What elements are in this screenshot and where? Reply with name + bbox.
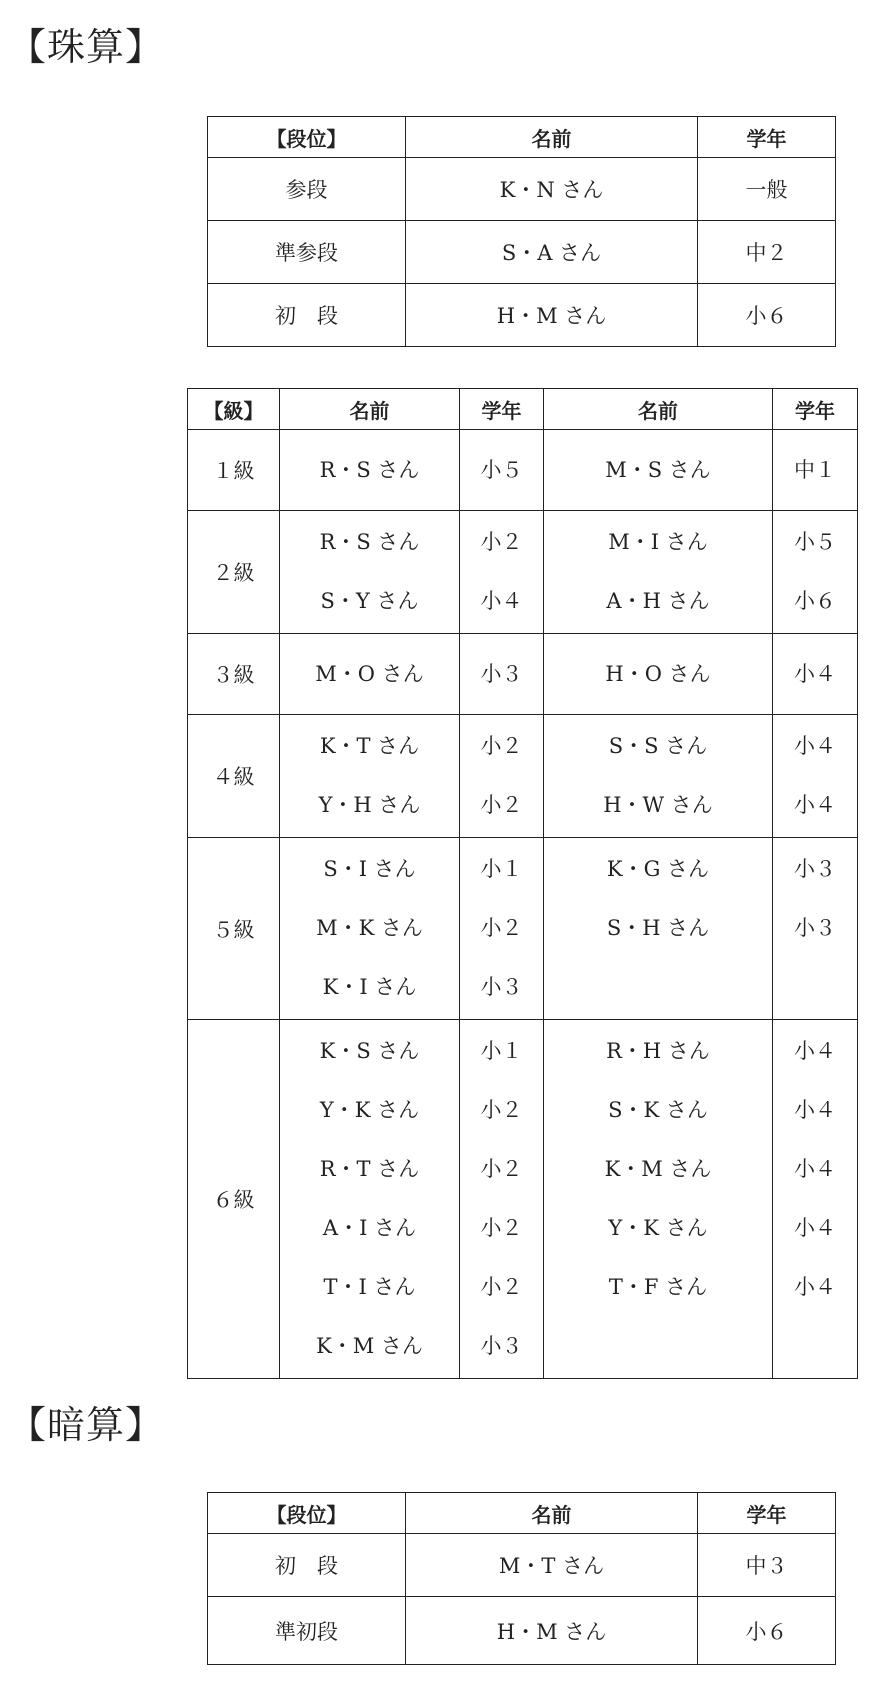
soroban-kyu-table <box>187 388 858 1379</box>
left-name-cell <box>280 430 460 511</box>
student-name: S・K さん <box>608 1098 708 1122</box>
left-grade-cell <box>460 1020 544 1379</box>
cell-lines <box>460 511 543 633</box>
dan-table-header-row <box>208 1493 836 1534</box>
grade-cell: 中３ <box>698 1534 836 1597</box>
name-cell: H・M さん <box>406 1597 698 1665</box>
kyu-header-name-left: 名前 <box>280 389 460 430</box>
student-grade: 小４ <box>794 1275 836 1299</box>
student-grade: 小３ <box>480 975 523 999</box>
cell-lines <box>460 715 543 837</box>
student-name: S・S さん <box>608 734 708 758</box>
grade-cell: 小６ <box>698 284 836 347</box>
cell-lines <box>773 715 857 837</box>
cell-lines <box>280 511 459 633</box>
cell-lines <box>280 441 459 500</box>
left-name-cell <box>280 511 460 634</box>
left-name-cell <box>280 634 460 715</box>
cell-lines <box>773 1020 857 1378</box>
cell-lines <box>544 838 772 1019</box>
rank-cell: ６級 <box>188 1020 280 1379</box>
student-grade: 小４ <box>794 1098 836 1122</box>
student-name: K・T さん <box>319 734 420 758</box>
anzan-section-title: 【暗算】 <box>8 1403 165 1447</box>
student-name: M・S さん <box>605 457 711 482</box>
right-grade-cell <box>773 430 858 511</box>
cell-lines <box>460 838 543 1019</box>
cell-lines <box>280 715 459 837</box>
student-name <box>544 1317 772 1376</box>
student-name: R・S さん <box>319 530 420 554</box>
rank-cell: ４級 <box>188 715 280 838</box>
cell-lines <box>460 645 543 704</box>
student-name: Y・K さん <box>319 1098 420 1122</box>
student-grade: 小２ <box>480 1216 523 1240</box>
student-name: S・Y さん <box>320 589 419 613</box>
student-grade: 小２ <box>480 1098 523 1122</box>
student-name: K・M さん <box>604 1157 712 1181</box>
cell-lines <box>773 441 857 500</box>
student-grade: 小６ <box>794 589 836 613</box>
right-name-cell <box>544 715 773 838</box>
student-name: H・O さん <box>605 661 711 686</box>
left-grade-cell <box>460 715 544 838</box>
right-grade-cell <box>773 511 858 634</box>
table-row <box>188 430 858 511</box>
right-grade-cell <box>773 1020 858 1379</box>
table-row <box>208 1534 836 1597</box>
left-name-cell <box>280 715 460 838</box>
cell-lines <box>544 1020 772 1378</box>
student-grade: 小４ <box>794 793 836 817</box>
student-name: S・H さん <box>606 916 710 940</box>
rank-cell: 準初段 <box>208 1597 406 1665</box>
student-name: Y・K さん <box>608 1216 708 1240</box>
right-name-cell <box>544 430 773 511</box>
table-row <box>188 1020 858 1379</box>
table-row <box>208 158 836 221</box>
rank-cell: 初 段 <box>208 1534 406 1597</box>
student-name: A・I さん <box>322 1216 417 1240</box>
student-name: M・I さん <box>608 530 708 554</box>
right-name-cell <box>544 838 773 1020</box>
rank-cell: 参段 <box>208 158 406 221</box>
student-name: K・I さん <box>322 975 417 999</box>
right-name-cell <box>544 634 773 715</box>
cell-lines <box>773 838 857 1019</box>
student-grade: 小４ <box>794 1157 836 1181</box>
left-grade-cell <box>460 634 544 715</box>
rank-cell: ３級 <box>188 634 280 715</box>
right-name-cell <box>544 511 773 634</box>
student-grade: 小１ <box>480 857 523 881</box>
soroban-section-title: 【珠算】 <box>8 25 165 69</box>
kyu-header-rank: 【級】 <box>188 389 280 430</box>
student-name: M・O さん <box>315 661 424 686</box>
right-grade-cell <box>773 838 858 1020</box>
student-grade: 小２ <box>480 1275 523 1299</box>
table-row <box>208 1597 836 1665</box>
rank-cell: ５級 <box>188 838 280 1020</box>
student-grade: 小４ <box>480 589 523 613</box>
student-grade: 小４ <box>794 1216 836 1240</box>
kyu-header-grade-left: 学年 <box>460 389 544 430</box>
student-grade: 小３ <box>794 857 836 881</box>
cell-lines <box>544 511 772 633</box>
grade-cell: 一般 <box>698 158 836 221</box>
name-cell: S・A さん <box>406 221 698 284</box>
student-grade <box>773 1317 857 1376</box>
student-grade: 小３ <box>794 916 836 940</box>
left-grade-cell <box>460 430 544 511</box>
cell-lines <box>544 715 772 837</box>
dan-table-header-row <box>208 117 836 158</box>
student-name: T・F さん <box>608 1275 708 1299</box>
student-grade: 小２ <box>480 734 523 758</box>
dan-header-grade: 学年 <box>698 117 836 158</box>
cell-lines <box>773 645 857 704</box>
right-grade-cell <box>773 634 858 715</box>
right-grade-cell <box>773 715 858 838</box>
student-grade: 小２ <box>480 793 523 817</box>
student-grade: 小４ <box>794 1039 836 1063</box>
cell-lines <box>460 441 543 500</box>
student-grade: 小２ <box>480 530 523 554</box>
dan-header-name: 名前 <box>406 1493 698 1534</box>
cell-lines <box>280 838 459 1019</box>
name-cell: H・M さん <box>406 284 698 347</box>
kyu-header-grade-right: 学年 <box>773 389 858 430</box>
kyu-table-header-row <box>188 389 858 430</box>
rank-cell: ２級 <box>188 511 280 634</box>
left-name-cell <box>280 838 460 1020</box>
rank-cell: 準参段 <box>208 221 406 284</box>
left-name-cell <box>280 1020 460 1379</box>
student-grade: 中１ <box>794 457 836 482</box>
student-name: K・G さん <box>606 857 710 881</box>
table-row <box>208 221 836 284</box>
student-name: R・T さん <box>319 1157 420 1181</box>
student-grade: 小１ <box>480 1039 523 1063</box>
table-row <box>188 838 858 1020</box>
rank-cell: １級 <box>188 430 280 511</box>
table-row <box>208 284 836 347</box>
table-row <box>188 634 858 715</box>
left-grade-cell <box>460 511 544 634</box>
student-name: K・M さん <box>316 1334 423 1358</box>
cell-lines <box>280 1020 459 1378</box>
name-cell: M・T さん <box>406 1534 698 1597</box>
cell-lines <box>280 645 459 704</box>
soroban-dan-table <box>207 116 836 347</box>
table-row <box>188 511 858 634</box>
kyu-header-name-right: 名前 <box>544 389 773 430</box>
cell-lines <box>544 645 772 704</box>
student-grade <box>773 958 857 1017</box>
student-grade: 小４ <box>794 734 836 758</box>
student-name: M・K さん <box>316 916 423 940</box>
dan-header-name: 名前 <box>406 117 698 158</box>
right-name-cell <box>544 1020 773 1379</box>
student-grade: 小４ <box>794 661 836 686</box>
name-cell: K・N さん <box>406 158 698 221</box>
table-row <box>188 715 858 838</box>
student-name: A・H さん <box>606 589 710 613</box>
student-name: Y・H さん <box>318 793 421 817</box>
dan-header-rank: 【段位】 <box>208 1493 406 1534</box>
student-grade: 小５ <box>480 457 523 482</box>
student-name: S・I さん <box>323 857 416 881</box>
student-name: T・I さん <box>323 1275 416 1299</box>
student-name: H・W さん <box>603 793 713 817</box>
student-name: R・S さん <box>319 457 420 482</box>
grade-cell: 小６ <box>698 1597 836 1665</box>
student-grade: 小２ <box>480 916 523 940</box>
student-grade: 小２ <box>480 1157 523 1181</box>
cell-lines <box>773 511 857 633</box>
cell-lines <box>544 441 772 500</box>
student-grade: 小３ <box>480 661 523 686</box>
student-grade: 小５ <box>794 530 836 554</box>
rank-cell: 初 段 <box>208 284 406 347</box>
dan-header-rank: 【段位】 <box>208 117 406 158</box>
student-name: K・S さん <box>319 1039 420 1063</box>
grade-cell: 中２ <box>698 221 836 284</box>
student-name <box>544 958 772 1017</box>
dan-header-grade: 学年 <box>698 1493 836 1534</box>
anzan-dan-table <box>207 1492 836 1665</box>
left-grade-cell <box>460 838 544 1020</box>
student-grade: 小３ <box>480 1334 523 1358</box>
cell-lines <box>460 1020 543 1378</box>
student-name: R・H さん <box>606 1039 710 1063</box>
